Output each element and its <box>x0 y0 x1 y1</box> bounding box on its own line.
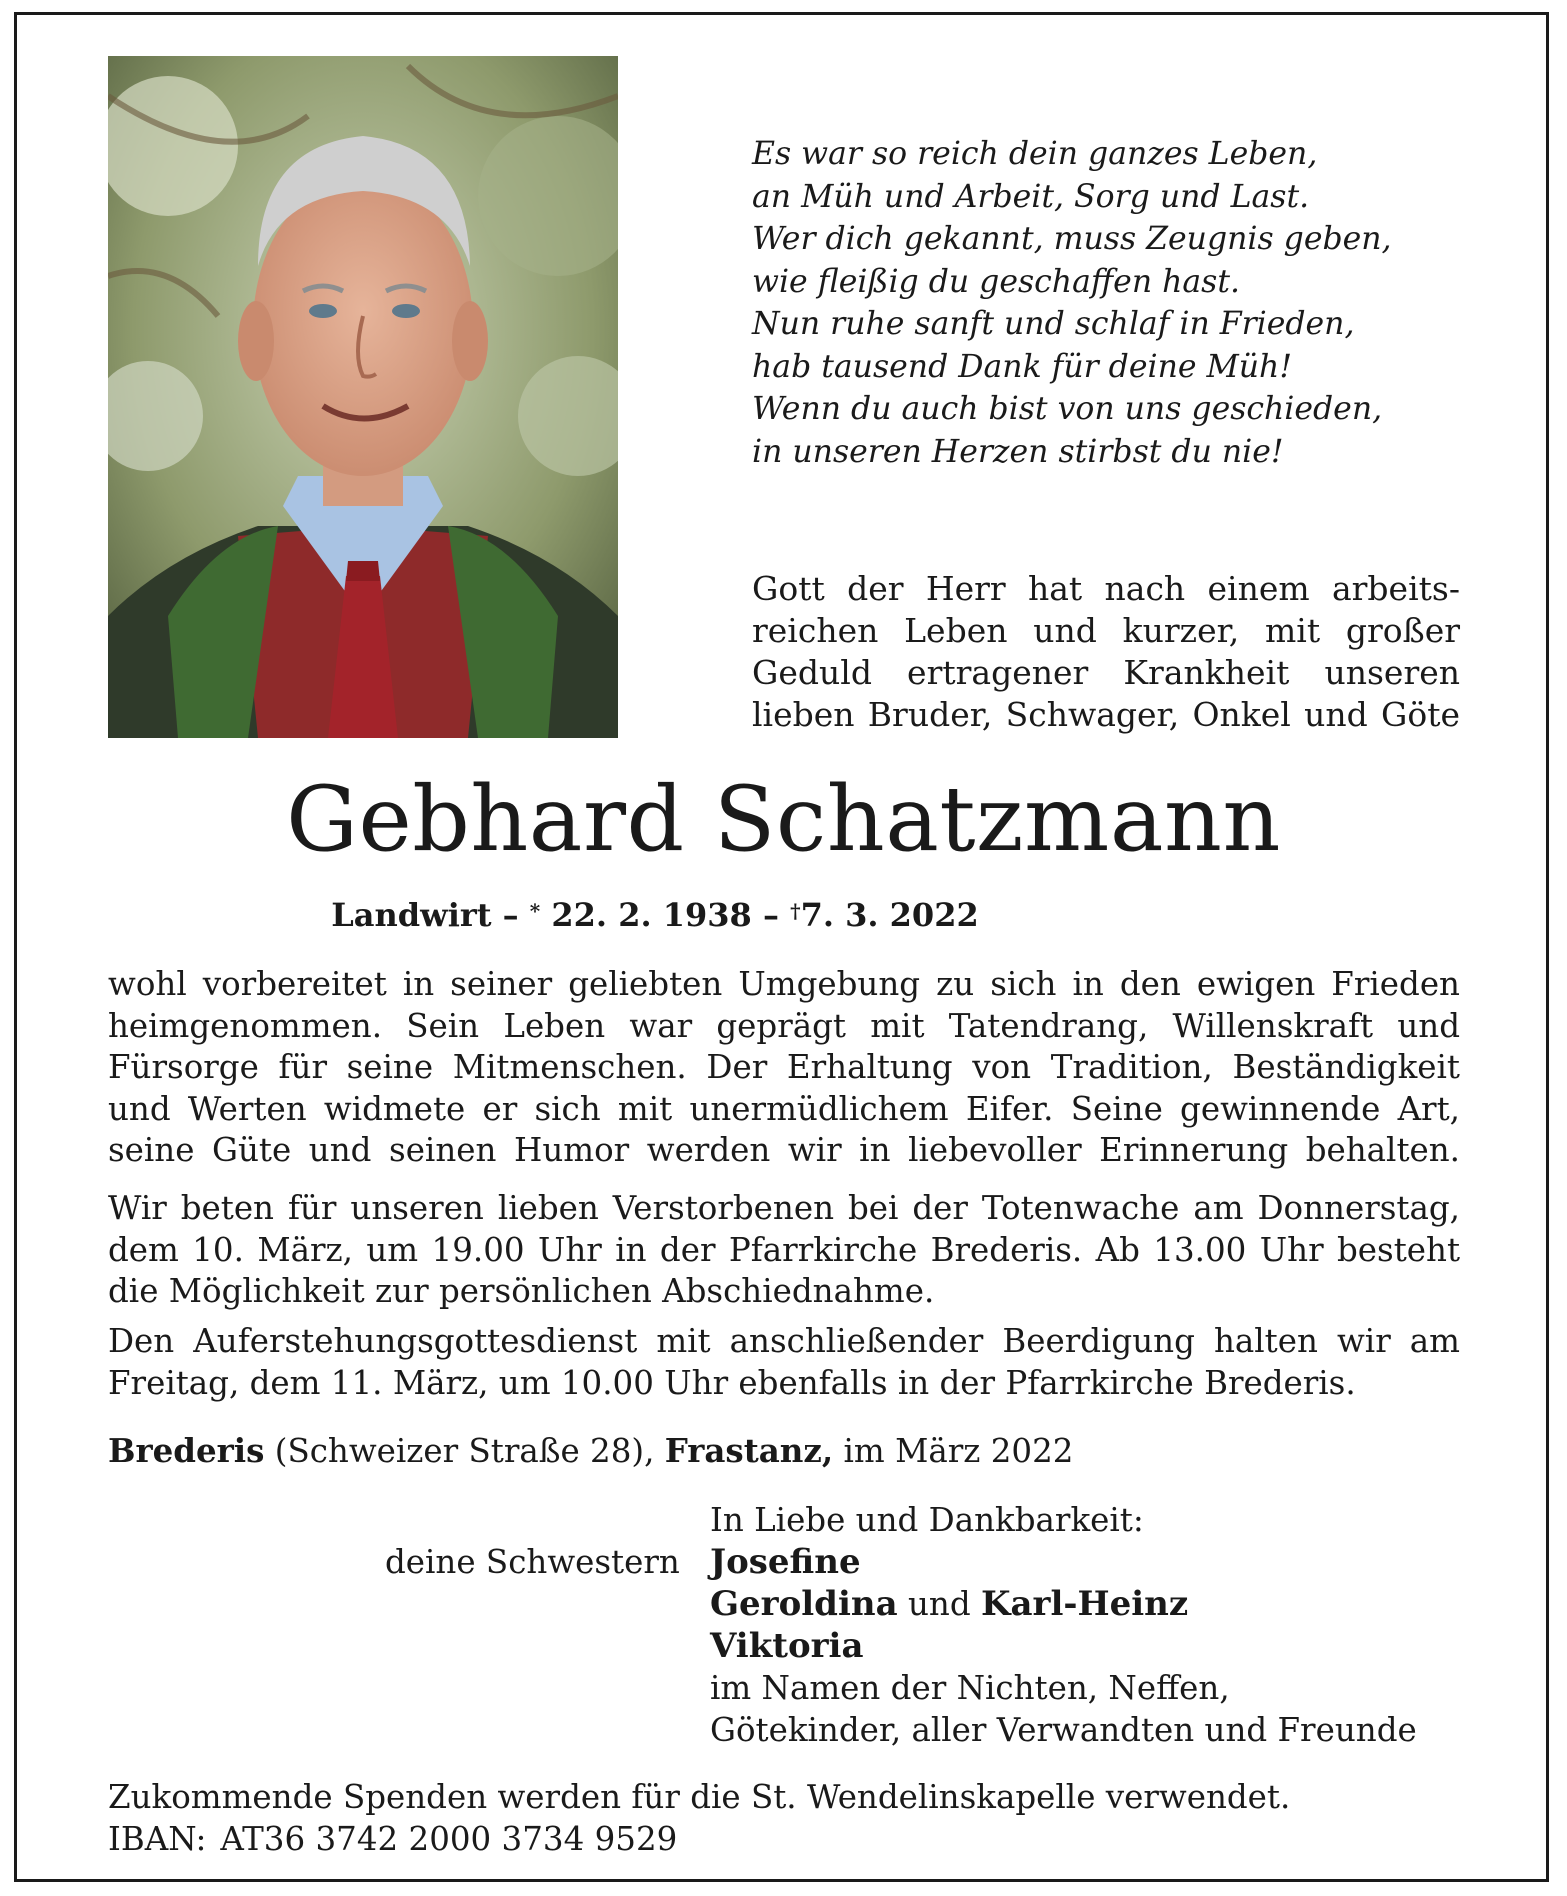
paragraph-line: Wir beten für unseren lieben Verstorbenen bei der Totenwache am Donnerstag, <box>108 1189 1460 1227</box>
death-symbol: † <box>790 899 801 923</box>
mourner-name: Karl-Heinz <box>980 1584 1189 1624</box>
intro-line: reichen Leben und kurzer, mit großer <box>752 611 1460 650</box>
signature-line: im Namen der Nichten, Neffen, <box>710 1669 1230 1707</box>
paragraph-wake <box>108 1188 1460 1313</box>
portrait-photo <box>108 56 618 738</box>
birth-date: 22. 2. 1938 <box>540 896 752 934</box>
poem-line: in unseren Herzen stirbst du nie! <box>752 433 1284 470</box>
conjunction: und <box>897 1585 981 1623</box>
signature-heading: In Liebe und Dankbarkeit: <box>710 1501 1144 1539</box>
paragraph-line: und Werten widmete er sich mit unermüdlichem Eifer. Seine gewinnende Art, <box>108 1089 1460 1128</box>
death-date: 7. 3. 2022 <box>800 896 979 934</box>
paragraph-line: heimgenommen. Sein Leben war geprägt mit Tatendrang, Willenskraft und <box>108 1006 1460 1045</box>
paragraph-line: dem 10. März, um 19.00 Uhr in der Pfarrkirche Brederis. Ab 13.00 Uhr besteht <box>108 1230 1460 1269</box>
poem-line: Nun ruhe sanft und schlaf in Frieden, <box>752 306 1355 342</box>
occupation: Landwirt <box>331 896 492 934</box>
iban-label: IBAN: <box>108 1820 207 1858</box>
paragraph-line: wohl vorbereitet in seiner geliebten Umgebung zu sich in den ewigen Frieden <box>108 965 1460 1003</box>
address: (Schweizer Straße 28), <box>264 1432 665 1470</box>
paragraph-line: die Möglichkeit zur persönlichen Abschiednahme. <box>108 1272 935 1310</box>
paragraph-line: Freitag, dem 11. März, um 10.00 Uhr ebenfalls in der Pfarrkirche Brederis. <box>108 1363 1356 1402</box>
paragraph-line: Fürsorge für seine Mitmenschen. Der Erhaltung von Tradition, Beständigkeit <box>108 1048 1460 1086</box>
poem-line: Wenn du auch bist von uns geschieden, <box>752 391 1383 427</box>
paragraph-life <box>108 964 1460 1172</box>
life-dates <box>0 893 1310 937</box>
paragraph-funeral <box>108 1321 1460 1404</box>
notice-date: im März 2022 <box>833 1432 1074 1470</box>
poem-line: an Müh und Arbeit, Sorg und Last. <box>752 178 1310 215</box>
mourner-name: Josefine <box>710 1542 861 1582</box>
portrait-photo-icon <box>108 56 618 738</box>
paragraph-line: seine Güte und seinen Humor werden wir in liebevoller Erinnerung behalten. <box>108 1131 1460 1169</box>
intro-line: lieben Bruder, Schwager, Onkel und Göte <box>752 695 1460 734</box>
intro-text <box>752 568 1460 736</box>
donation-footer <box>108 1776 1290 1860</box>
separator: – <box>751 896 791 934</box>
signature-line: Götekinder, aller Verwandten und Freunde <box>710 1711 1417 1749</box>
mourner-name: Geroldina <box>710 1584 898 1624</box>
poem-line: wie fleißig du geschaffen hast. <box>752 263 1241 300</box>
paragraph-line: Den Auferstehungsgottesdienst mit anschließender Beerdigung halten wir am <box>108 1322 1460 1360</box>
intro-line: Gott der Herr hat nach einem arbeits- <box>752 569 1460 608</box>
town-frastanz: Frastanz, <box>664 1431 834 1470</box>
deceased-name: Gebhard Schatzmann <box>286 767 1281 872</box>
birth-symbol: * <box>529 899 541 923</box>
donation-text: Zukommende Spenden werden für die St. Wendelinskapelle verwendet. <box>108 1778 1291 1816</box>
intro-line: Geduld ertragener Krankheit unseren <box>752 653 1460 692</box>
signature-label: deine Schwestern <box>385 1543 680 1581</box>
town-brederis: Brederis <box>108 1431 265 1470</box>
mourner-name: Viktoria <box>710 1626 864 1666</box>
poem-line: Es war so reich dein ganzes Leben, <box>752 136 1318 172</box>
place-and-date <box>108 1430 1073 1472</box>
memorial-poem <box>752 133 1452 473</box>
separator: – <box>491 896 530 934</box>
iban-number: AT36 3742 2000 3734 9529 <box>220 1820 678 1858</box>
signature-block <box>710 1499 1417 1751</box>
poem-line: Wer dich gekannt, muss Zeugnis geben, <box>752 221 1392 257</box>
poem-line: hab tausend Dank für deine Müh! <box>752 348 1292 385</box>
